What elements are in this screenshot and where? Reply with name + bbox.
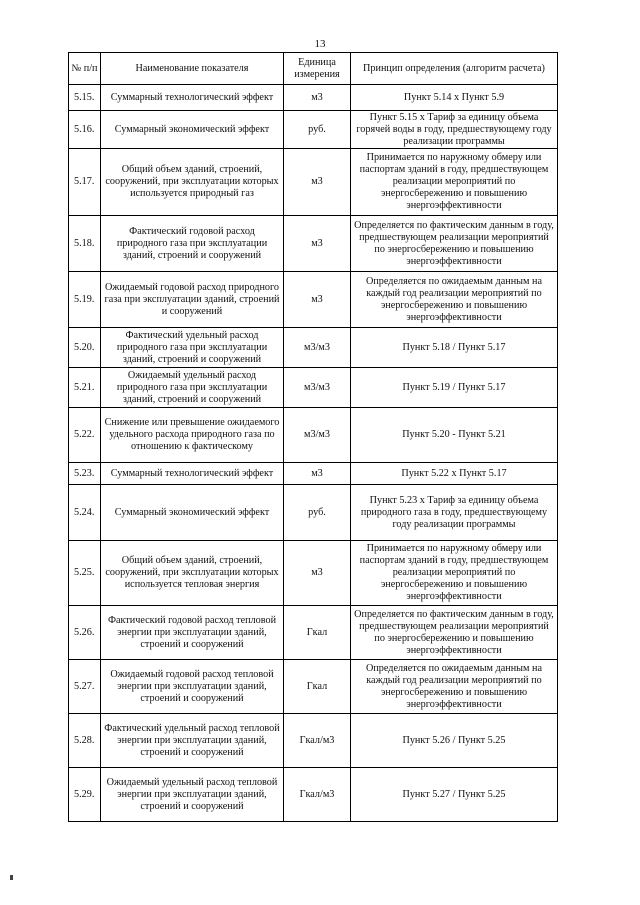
table-row	[69, 606, 558, 660]
row-number: 5.19.	[69, 272, 101, 328]
row-number: 5.22.	[69, 408, 101, 463]
calculation-rule: Принимается по наружному обмеру или паспортам зданий в году, предшествующем реализации мероприятий по энергосбережению и повышению энергоэффективности	[351, 149, 558, 216]
scan-mark	[10, 875, 13, 880]
row-number: 5.20.	[69, 328, 101, 368]
calculation-rule: Пункт 5.15 х Тариф за единицу объема горячей воды в году, предшествующему году реализации программы	[351, 111, 558, 149]
page-number: 13	[314, 38, 326, 50]
unit-cell: м3/м3	[284, 408, 351, 463]
unit-cell: Гкал/м3	[284, 714, 351, 768]
row-number: 5.21.	[69, 368, 101, 408]
indicator-name: Ожидаемый годовой расход природного газа при эксплуатации зданий, строений и сооружений	[101, 272, 284, 328]
row-number: 5.29.	[69, 768, 101, 822]
indicator-name: Суммарный технологический эффект	[101, 85, 284, 111]
table-row	[69, 149, 558, 216]
indicator-name: Суммарный экономический эффект	[101, 485, 284, 541]
row-number: 5.27.	[69, 660, 101, 714]
calculation-rule: Определяется по ожидаемым данным на каждый год реализации мероприятий по энергосбережению и повышению энергоэффективности	[351, 272, 558, 328]
unit-cell: м3	[284, 85, 351, 111]
indicators-table	[68, 52, 558, 822]
unit-cell: руб.	[284, 111, 351, 149]
table-row	[69, 216, 558, 272]
table-row	[69, 541, 558, 606]
header-calculation-rule: Принцип определения (алгоритм расчета)	[351, 53, 558, 85]
table-row	[69, 111, 558, 149]
unit-cell: м3/м3	[284, 328, 351, 368]
unit-cell: м3	[284, 216, 351, 272]
row-number: 5.17.	[69, 149, 101, 216]
indicator-name: Общий объем зданий, строений, сооружений, при эксплуатации которых используется природный газ	[101, 149, 284, 216]
unit-cell: м3	[284, 541, 351, 606]
calculation-rule: Определяется по ожидаемым данным на каждый год реализации мероприятий по энергосбережению и повышению энергоэффективности	[351, 660, 558, 714]
table-row	[69, 463, 558, 485]
unit-cell: м3	[284, 272, 351, 328]
row-number: 5.26.	[69, 606, 101, 660]
indicator-name: Общий объем зданий, строений, сооружений, при эксплуатации которых используется тепловая энергия	[101, 541, 284, 606]
calculation-rule: Пункт 5.19 / Пункт 5.17	[351, 368, 558, 408]
unit-cell: Гкал	[284, 606, 351, 660]
row-number: 5.28.	[69, 714, 101, 768]
row-number: 5.24.	[69, 485, 101, 541]
unit-cell: м3	[284, 463, 351, 485]
indicator-name: Фактический удельный расход тепловой энергии при эксплуатации зданий, строений и сооружений	[101, 714, 284, 768]
table-row	[69, 328, 558, 368]
calculation-rule: Принимается по наружному обмеру или паспортам зданий в году, предшествующем реализации мероприятий по энергосбережению и повышению энергоэффективности	[351, 541, 558, 606]
table-row	[69, 85, 558, 111]
table-row	[69, 714, 558, 768]
table-row	[69, 368, 558, 408]
indicator-name: Суммарный технологический эффект	[101, 463, 284, 485]
calculation-rule: Пункт 5.26 / Пункт 5.25	[351, 714, 558, 768]
calculation-rule: Определяется по фактическим данным в году, предшествующем реализации мероприятий по энергосбережению и повышению энергоэффективности	[351, 216, 558, 272]
unit-cell: Гкал	[284, 660, 351, 714]
row-number: 5.18.	[69, 216, 101, 272]
table-row	[69, 408, 558, 463]
table-row	[69, 660, 558, 714]
indicator-name: Снижение или превышение ожидаемого удельного расхода природного газа по отношению к фактическому	[101, 408, 284, 463]
unit-cell: м3	[284, 149, 351, 216]
indicator-name: Ожидаемый годовой расход тепловой энергии при эксплуатации зданий, строений и сооружений	[101, 660, 284, 714]
header-indicator-name: Наименование показателя	[101, 53, 284, 85]
unit-cell: руб.	[284, 485, 351, 541]
row-number: 5.16.	[69, 111, 101, 149]
unit-cell: м3/м3	[284, 368, 351, 408]
table-row	[69, 768, 558, 822]
table-body	[69, 85, 558, 822]
calculation-rule: Пункт 5.18 / Пункт 5.17	[351, 328, 558, 368]
header-unit: Единица измерения	[284, 53, 351, 85]
calculation-rule: Пункт 5.23 х Тариф за единицу объема природного газа в году, предшествующему году реализации программы	[351, 485, 558, 541]
unit-cell: Гкал/м3	[284, 768, 351, 822]
calculation-rule: Пункт 5.22 х Пункт 5.17	[351, 463, 558, 485]
row-number: 5.23.	[69, 463, 101, 485]
row-number: 5.15.	[69, 85, 101, 111]
indicator-name: Фактический годовой расход природного газа при эксплуатации зданий, строений и сооружений	[101, 216, 284, 272]
calculation-rule: Пункт 5.20 - Пункт 5.21	[351, 408, 558, 463]
indicator-name: Ожидаемый удельный расход природного газа при эксплуатации зданий, строений и сооружений	[101, 368, 284, 408]
table-row	[69, 272, 558, 328]
header-number: № п/п	[69, 53, 101, 85]
calculation-rule: Пункт 5.14 х Пункт 5.9	[351, 85, 558, 111]
row-number: 5.25.	[69, 541, 101, 606]
indicator-name: Фактический удельный расход природного газа при эксплуатации зданий, строений и сооружений	[101, 328, 284, 368]
table-row	[69, 485, 558, 541]
table-header	[69, 53, 558, 85]
indicator-name: Суммарный экономический эффект	[101, 111, 284, 149]
calculation-rule: Пункт 5.27 / Пункт 5.25	[351, 768, 558, 822]
calculation-rule: Определяется по фактическим данным в году, предшествующем реализации мероприятий по энергосбережению и повышению энергоэффективности	[351, 606, 558, 660]
indicator-name: Ожидаемый удельный расход тепловой энергии при эксплуатации зданий, строений и сооружений	[101, 768, 284, 822]
indicator-name: Фактический годовой расход тепловой энергии при эксплуатации зданий, строений и сооружений	[101, 606, 284, 660]
